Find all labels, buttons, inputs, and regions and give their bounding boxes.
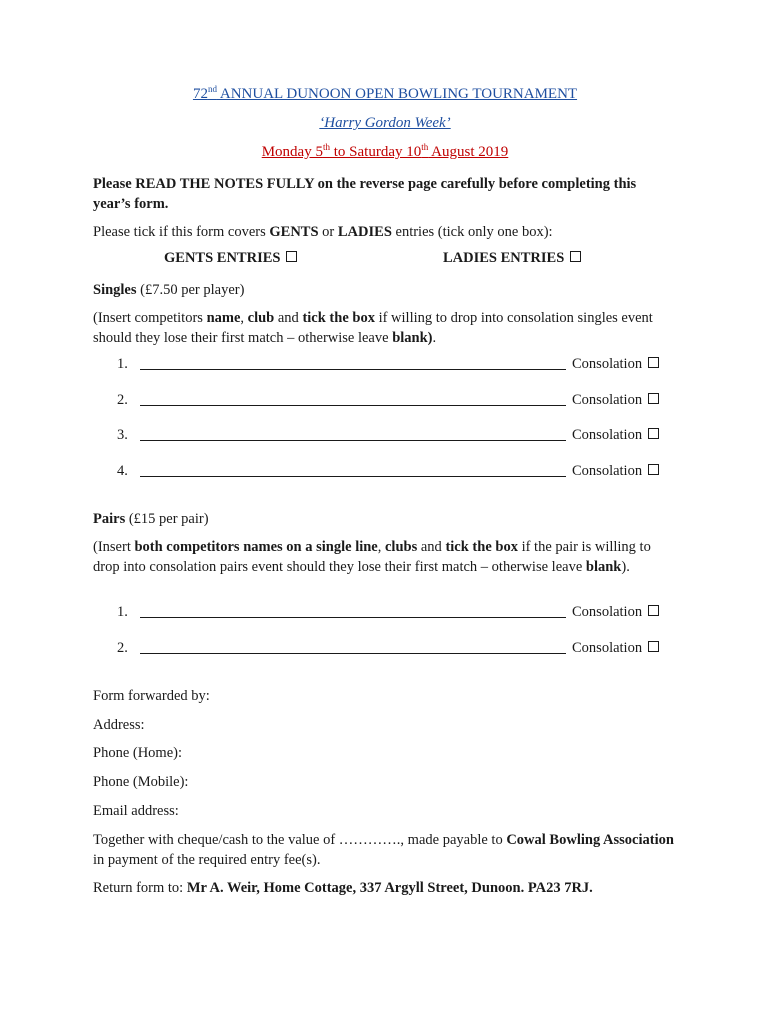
gents-checkbox[interactable]	[286, 251, 297, 262]
consolation-option: Consolation	[572, 356, 659, 373]
gents-entries-option: GENTS ENTRIES	[164, 250, 297, 267]
consolation-checkbox[interactable]	[648, 428, 659, 439]
singles-entry-line[interactable]	[140, 369, 566, 370]
pairs-heading: Pairs (£15 per pair)	[93, 511, 209, 527]
address-label: Address:	[93, 717, 145, 733]
return-address: Return form to: Mr A. Weir, Home Cottage, 337 Argyll Street, Dunoon. PA23 7RJ.	[93, 880, 593, 896]
singles-entry-line[interactable]	[140, 476, 566, 477]
singles-entry-row: 1. Consolation	[0, 356, 770, 376]
phone-mobile-label: Phone (Mobile):	[93, 774, 189, 790]
tournament-subtitle: ‘Harry Gordon Week’	[319, 115, 451, 131]
ladies-checkbox[interactable]	[570, 251, 581, 262]
ladies-entries-option: LADIES ENTRIES	[443, 250, 581, 267]
consolation-checkbox[interactable]	[648, 393, 659, 404]
consolation-checkbox[interactable]	[648, 641, 659, 652]
singles-entry-line[interactable]	[140, 440, 566, 441]
payment-instructions: Together with cheque/cash to the value of …………., made payable to Cowal Bowling Association in payment of the required entry fee(s).	[93, 832, 674, 868]
tournament-dates: Monday 5th to Saturday 10th August 2019	[261, 142, 509, 160]
consolation-option: Consolation	[572, 427, 659, 444]
consolation-checkbox[interactable]	[648, 464, 659, 475]
consolation-option: Consolation	[572, 463, 659, 480]
singles-entry-row: 3. Consolation	[0, 427, 770, 447]
read-notes-instruction: Please READ THE NOTES FULLY on the reverse page carefully before completing this year’s form.	[93, 176, 637, 212]
singles-heading: Singles (£7.50 per player)	[93, 282, 245, 298]
pairs-instructions: (Insert both competitors names on a single line, clubs and tick the box if the pair is willing to drop into consolation pairs event should they lose their first match – otherwise leave blank).	[93, 539, 651, 575]
consolation-option: Consolation	[572, 604, 659, 621]
consolation-option: Consolation	[572, 640, 659, 657]
consolation-option: Consolation	[572, 392, 659, 409]
form-forwarded-by-label: Form forwarded by:	[93, 688, 210, 704]
tournament-title: 72nd ANNUAL DUNOON OPEN BOWLING TOURNAMENT	[192, 84, 578, 102]
consolation-checkbox[interactable]	[648, 357, 659, 368]
singles-instructions: (Insert competitors name, club and tick the box if willing to drop into consolation singles event should they lose their first match – otherwise leave blank).	[93, 310, 653, 346]
pairs-entry-line[interactable]	[140, 653, 566, 654]
singles-entry-row: 4. Consolation	[0, 463, 770, 483]
consolation-checkbox[interactable]	[648, 605, 659, 616]
entry-type-instruction: Please tick if this form covers GENTS or LADIES entries (tick only one box):	[93, 224, 553, 240]
phone-home-label: Phone (Home):	[93, 745, 182, 761]
pairs-entry-row: 1. Consolation	[0, 604, 770, 624]
pairs-entry-line[interactable]	[140, 617, 566, 618]
singles-entry-row: 2. Consolation	[0, 392, 770, 412]
pairs-entry-row: 2. Consolation	[0, 640, 770, 660]
email-address-label: Email address:	[93, 803, 179, 819]
singles-entry-line[interactable]	[140, 405, 566, 406]
